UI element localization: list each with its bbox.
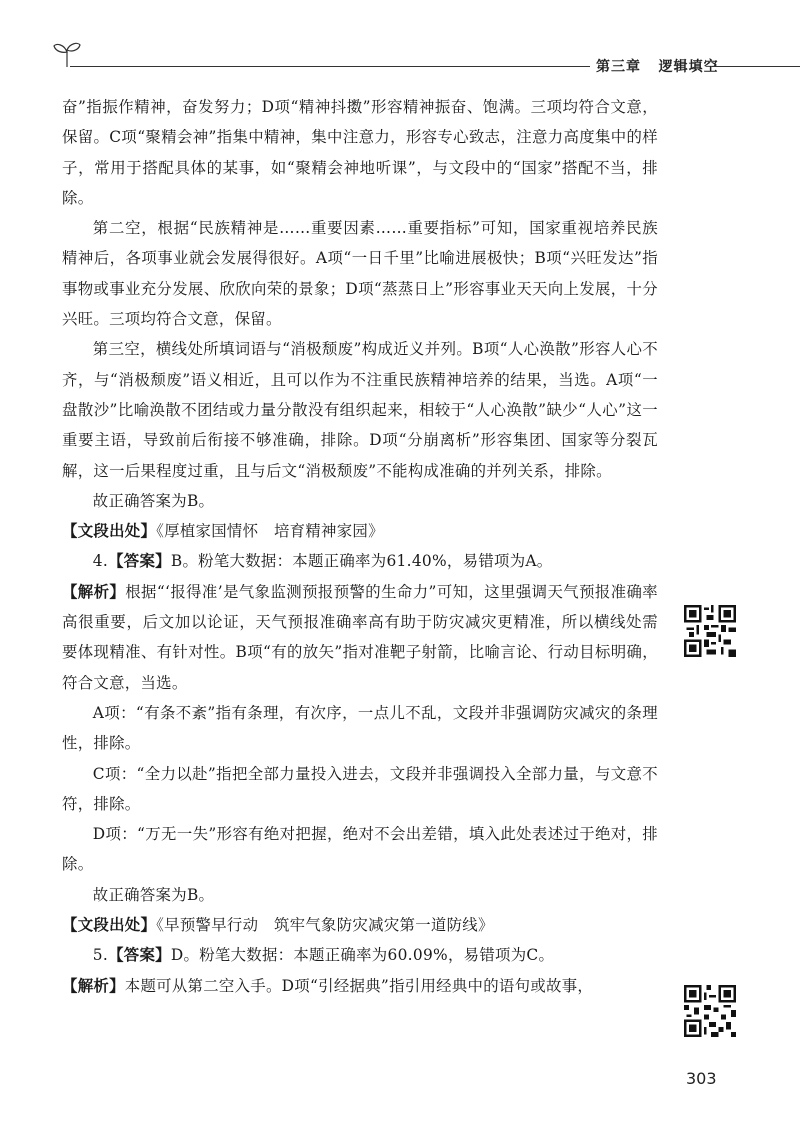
qr-code-icon[interactable]	[684, 985, 736, 1037]
analysis-paragraph: 【解析】根据“‘报得准’是气象监测预报预警的生命力”可知，这里强调天气预报准确率高很重要，后文加以论证，天气预报准确率高有助于防灾减灾更精准，所以横线处需要体现精准、有针对性。B项“有的放矢”指对准靶子射箭，比喻言论、行动目标明确，符合文意，当选。	[62, 582, 658, 692]
source-line	[62, 516, 658, 546]
analysis-paragraph: 【解析】本题可从第二空入手。D项“引经据典”指引用经典中的语句或故事，	[62, 976, 594, 995]
chapter-title	[596, 56, 719, 76]
answer-line	[62, 546, 658, 576]
body-text	[62, 92, 658, 1001]
paragraph: 第三空，横线处所填词语与“消极颓废”构成近义并列。B项“人心涣散”形容人心不齐，与“消极颓废”语义相近，且可以作为不注重民族精神培养的结果，当选。A项“一盘散沙”比喻涣散不团结或力量分散没有组织起来，相较于“人心涣散”缺少“人心”这一重要主语，导致前后衔接不够准确，排除。D项“分崩离析”形容集团、国家等分裂瓦解，这一后果程度过重，且与后文“消极颓废”不能构成准确的并列关系，排除。	[62, 340, 658, 480]
source-tag: 【文段出处】	[62, 522, 157, 541]
question-number: 4.	[92, 552, 109, 571]
answer-text: D。粉笔大数据：本题正确率为60.09%，易错项为C。	[170, 946, 555, 965]
sprout-icon	[52, 40, 82, 68]
section-title: 逻辑填空	[658, 59, 719, 75]
paragraph: 故正确答案为B。	[92, 885, 215, 904]
paragraph: 奋”指振作精神，奋发努力；D项“精神抖擞”形容精神振奋、饱满。三项均符合文意，保留。C项“聚精会神”指集中精神，集中注意力，形容专心致志，注意力高度集中的样子，常用于搭配具体的某事，如“聚精会神地听课”，与文段中的“国家”搭配不当，排除。	[62, 98, 658, 207]
source-tag: 【文段出处】	[62, 916, 157, 935]
source-title: 《厚植家国情怀 培育精神家园》	[156, 522, 384, 541]
qr-code-icon[interactable]	[684, 605, 736, 657]
chapter-number: 第三章	[596, 59, 641, 75]
answer-tag: 【答案】	[108, 552, 171, 571]
source-title: 《早预警早行动 筑牢气象防灾减灾第一道防线》	[156, 916, 494, 935]
page-number: 303	[686, 1069, 717, 1088]
analysis-tag: 【解析】	[62, 976, 125, 995]
paragraph: 故正确答案为B。	[92, 491, 215, 510]
header-rule-left	[70, 66, 590, 67]
answer-text: B。粉笔大数据：本题正确率为61.40%，易错项为A。	[170, 552, 553, 571]
answer-line	[62, 940, 658, 970]
paragraph: C项：“全力以赴”指把全部力量投入进去，文段并非强调投入全部力量，与文意不符，排除。	[62, 764, 658, 813]
answer-tag: 【答案】	[108, 946, 171, 965]
header-rule-right	[712, 66, 800, 67]
question-number: 5.	[92, 946, 109, 965]
paragraph: A项：“有条不紊”指有条理，有次序，一点儿不乱，文段并非强调防灾减灾的条理性，排除。	[62, 703, 658, 753]
paragraph: D项：“万无一失”形容有绝对把握，绝对不会出差错，填入此处表述过于绝对，排除。	[62, 825, 658, 874]
paragraph: 第二空，根据“民族精神是……重要因素……重要指标”可知，国家重视培养民族精神后，各项事业就会发展得很好。A项“一日千里”比喻进展极快；B项“兴旺发达”指事物或事业充分发展、欣欣向荣的景象；D项“蒸蒸日上”形容事业天天向上发展，十分兴旺。三项均符合文意，保留。	[62, 219, 658, 329]
analysis-tag: 【解析】	[62, 582, 126, 601]
source-line	[62, 910, 658, 940]
page-header	[0, 0, 800, 90]
